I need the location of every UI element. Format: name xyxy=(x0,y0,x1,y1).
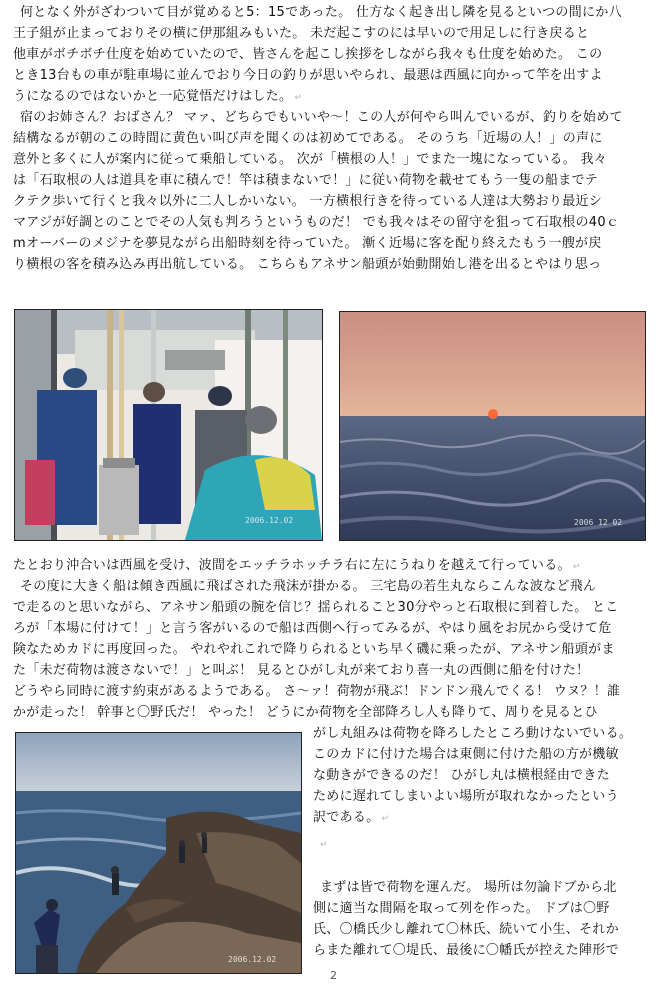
paragraph-mark-icon: ↵ xyxy=(381,814,390,824)
text-line-content: 訳である。 xyxy=(313,810,380,825)
text-line: クテク歩いて行くと我々以外に二人しかいない。 一方横根行きを待っている人達は大勢おり最近シ xyxy=(13,194,603,209)
text-line: その度に大きく船は傾き西風に飛ばされた飛沫が掛かる。 三宅島の若生丸ならこんな波など飛ん xyxy=(20,579,597,594)
text-line-content: うになるのではないかと一応覚悟だけはした。 xyxy=(13,89,293,104)
text-line: マアジが好調とのことでその人気も判ろうというものだ！ でも我々はその留守を狙って石取根の40ｃ xyxy=(13,215,620,230)
text-line: ために遅れてしまいよい場所が取れなかったという xyxy=(313,789,619,804)
text-line: らまた離れて〇堤氏、最後に〇幡氏が控えた陣形で xyxy=(313,943,619,958)
text-line: た「未だ荷物は渡さないで！」と叫ぶ！ 見るとひがし丸が来ており喜一丸の西側に船を付けた！ xyxy=(13,663,590,678)
photo-boat-cabin xyxy=(14,309,323,541)
text-line: 険なためカドに再度回った。 やれやれこれで降りられるといち早く磯に乗ったが、アネサン船頭がま xyxy=(13,642,615,657)
text-line: どうやら同時に渡す約束があるようである。 さ～ァ！荷物が飛ぶ！ドンドン飛んでくる！ ウヌ？！誰 xyxy=(13,684,621,699)
text-line: がし丸組みは荷物を降ろしたところ動けないでいる。 xyxy=(313,726,633,741)
paragraph-mark-icon: ↵ xyxy=(320,840,328,850)
text-line xyxy=(13,555,581,578)
text-line: 側に適当な間隔を取って列を作った。 ドブは〇野 xyxy=(313,901,610,916)
photo-rocky-shore xyxy=(15,732,302,974)
text-line: 結構なるが朝のこの時間に黄色い叫び声を聞くのは初めてである。 そのうち「近場の人！」の声に xyxy=(13,131,603,146)
photo-sunrise-sea xyxy=(339,311,646,541)
photo-date-stamp: 2006 12 02 xyxy=(574,518,623,527)
text-line: 何となく外がざわついて目が覚めると5：15であった。 仕方なく起き出し隣を見るといつの間にか八 xyxy=(20,5,622,20)
text-line xyxy=(13,86,302,109)
text-line: 宿のお姉さん？おばさん？ マァ、どちらでもいいや～！この人が何やら叫んでいるが、釣りを始めて xyxy=(20,110,623,125)
page-number: 2 xyxy=(330,969,337,982)
text-line: ろが「本場に付けて！」と言う客がいるので船は西側へ行ってみるが、やはり風をお尻から受けて危 xyxy=(13,621,612,636)
text-line: 他車がボチボチ仕度を始めていたので、皆さんを起こし挨拶をしながら我々も仕度を始めた。 この xyxy=(13,47,603,62)
boat-cabin-image xyxy=(15,310,322,540)
text-line: かが走った！ 幹事と〇野氏だ！ やった！ どうにか荷物を全部降ろし人も降りて、周りを見るとひ xyxy=(13,705,598,720)
empty-line xyxy=(318,833,328,856)
rocky-shore-image xyxy=(16,733,301,973)
text-line xyxy=(313,807,389,830)
text-line-content: たとおり沖合いは西風を受け、波間をエッチラホッチラ右に左にうねりを越えて行っている。 xyxy=(13,558,571,573)
text-line: まずは皆で荷物を運んだ。 場所は勿論ドブから北 xyxy=(320,880,617,895)
text-line: 意外と多くに人が案内に従って乗船している。 次が「横根の人！」でまた一塊になっている。 我々 xyxy=(13,152,608,167)
text-line: このカドに付けた場合は東側に付けた船の方が機敏 xyxy=(313,747,619,762)
sunrise-sea-image xyxy=(340,312,645,540)
text-line: とき13台もの車が駐車場に並んでおり今日の釣りが思いやられ、最悪は西風に向かって竿を出すよ xyxy=(13,68,603,83)
photo-date-stamp: 2006.12.02 xyxy=(245,516,294,525)
photo-date-stamp: 2006.12.02 xyxy=(228,955,277,964)
text-line: で走るのと思いながら、アネサン船頭の腕を信じ？揺られること30分やっと石取根に到着した。 とこ xyxy=(13,600,619,615)
text-line: は「石取根の人は道具を車に積んで！竿は積まないで！」に従い荷物を載せてもう一隻の船までテ xyxy=(13,173,599,188)
text-line: 氏、〇橋氏少し離れて〇林氏、続いて小生、それか xyxy=(313,922,619,937)
text-line: 王子組が止まっておりその横に伊那組みもいた。 未だ起こすのには早いので用足しに行き戻ると xyxy=(13,26,590,41)
paragraph-mark-icon: ↵ xyxy=(294,93,303,103)
text-line: な動きができるのだ！ ひがし丸は横根経由できた xyxy=(313,768,611,783)
text-line: り横根の客を積み込み再出航している。 こちらもアネサン船頭が始動開始し港を出るとやはり思っ xyxy=(13,257,602,272)
paragraph-mark-icon: ↵ xyxy=(572,562,581,572)
text-line: mオーバーのメジナを夢見ながら出船時刻を待っていた。 漸く近場に客を配り終えたもう一艘が戻 xyxy=(13,236,602,251)
